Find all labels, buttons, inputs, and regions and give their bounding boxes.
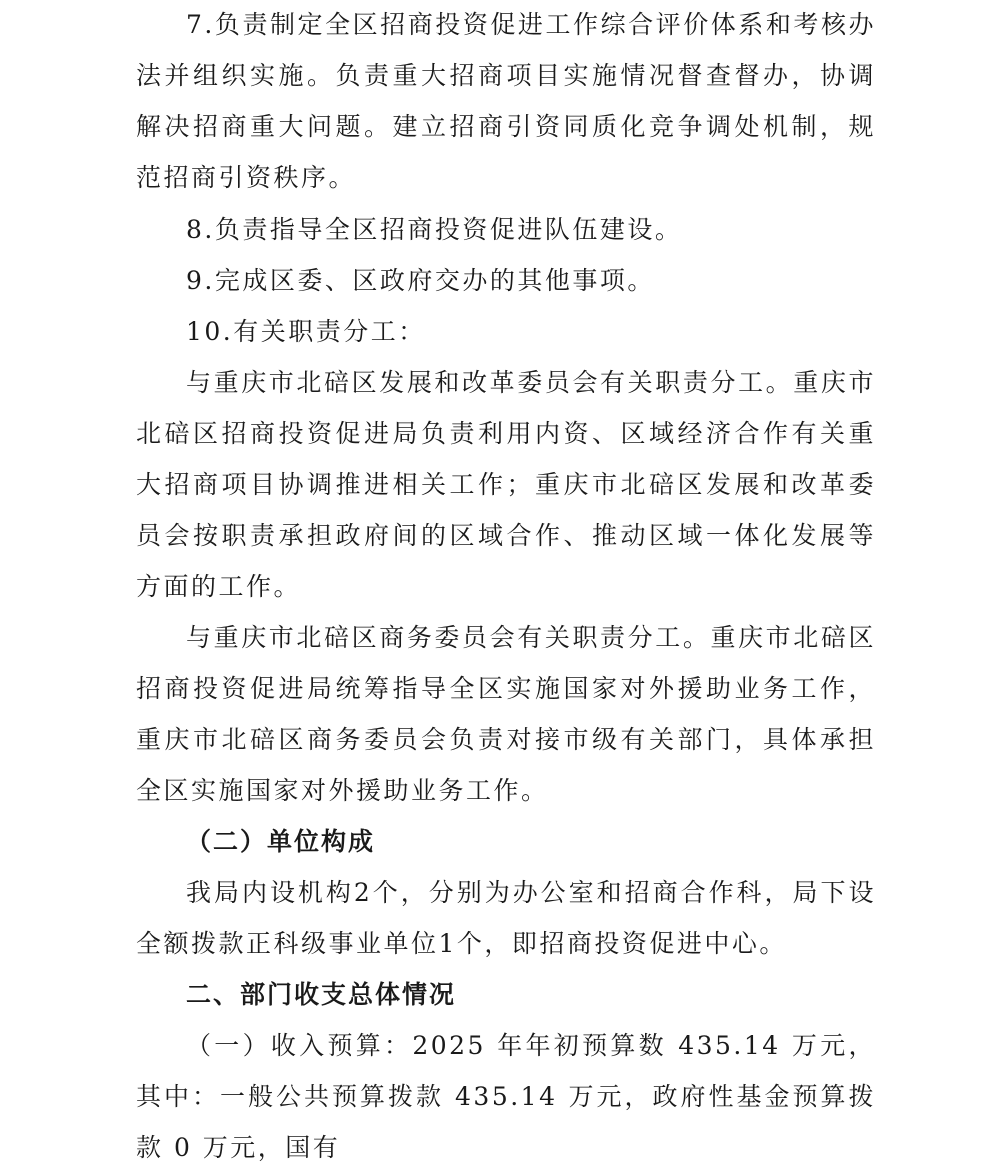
paragraph-division-development-reform: 与重庆市北碚区发展和改革委员会有关职责分工。重庆市北碚区招商投资促进局负责利用内资、区域经济合作有关重大招商项目协调推进相关工作；重庆市北碚区发展和改革委员会按职责承担政府间的区域合作、推动区域一体化发展等方面的工作。 bbox=[136, 368, 876, 601]
paragraph-income-budget: （一）收入预算：2025 年年初预算数 435.14 万元，其中：一般公共预算拨款 435.14 万元，政府性基金预算拨款 0 万元，国有 bbox=[136, 1031, 876, 1162]
section-heading-budget-overview: 二、部门收支总体情况 bbox=[186, 980, 457, 1009]
paragraph-unit-composition: 我局内设机构2个，分别为办公室和招商合作科，局下设全额拨款正科级事业单位1个，即招商投资促进中心。 bbox=[136, 878, 876, 958]
paragraph-division-commerce: 与重庆市北碚区商务委员会有关职责分工。重庆市北碚区招商投资促进局统筹指导全区实施国家对外援助业务工作，重庆市北碚区商务委员会负责对接市级有关部门，具体承担全区实施国家对外援助业务工作。 bbox=[136, 623, 876, 805]
paragraph-duty-10: 10.有关职责分工： bbox=[186, 317, 426, 346]
paragraph-duty-8: 8.负责指导全区招商投资促进队伍建设。 bbox=[186, 215, 683, 244]
paragraph-duty-7: 7.负责制定全区招商投资促进工作综合评价体系和考核办法并组织实施。负责重大招商项目实施情况督查督办，协调解决招商重大问题。建立招商引资同质化竞争调处机制，规范招商引资秩序。 bbox=[136, 10, 876, 192]
section-heading-unit-composition: （二）单位构成 bbox=[186, 827, 376, 856]
document-page bbox=[136, 0, 876, 1162]
paragraph-duty-9: 9.完成区委、区政府交办的其他事项。 bbox=[186, 266, 655, 295]
